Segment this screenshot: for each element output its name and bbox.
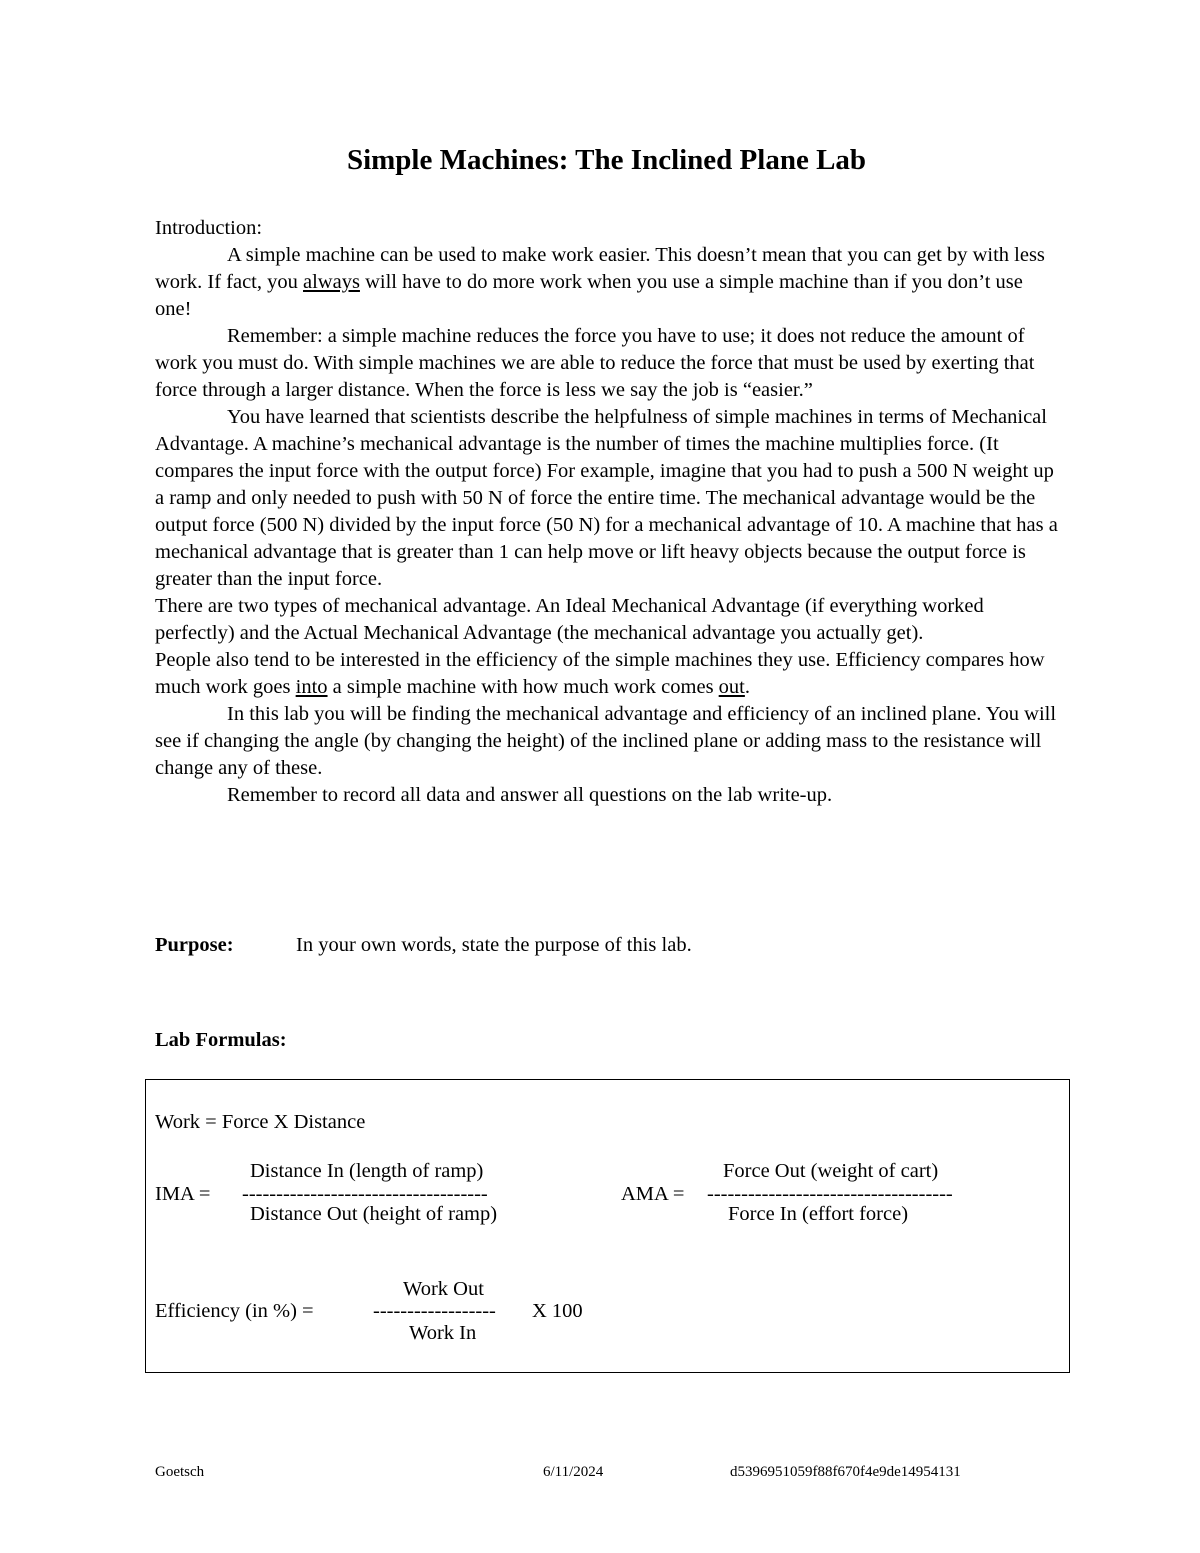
footer-date: 6/11/2024 xyxy=(543,1464,604,1480)
efficiency-numerator: Work Out xyxy=(403,1278,484,1300)
intro-p1-underlined-word: always xyxy=(303,271,360,293)
intro-p1-text-b: will have to do more work when you use a simple machine than if you don’t use one! xyxy=(155,271,1023,320)
intro-paragraph-5 xyxy=(155,647,1060,701)
ima-denominator: Distance Out (height of ramp) xyxy=(250,1203,498,1225)
introduction-section xyxy=(155,215,1060,809)
intro-paragraph-4: There are two types of mechanical advantage. An Ideal Mechanical Advantage (if everything worked perfectly) and the Actual Mechanical Advantage (the mechanical advantage you actually get). xyxy=(155,595,984,644)
purpose-text: In your own words, state the purpose of this lab. xyxy=(296,934,692,956)
intro-p5-text-a: People also tend to be interested in the efficiency of the simple machines they use. Efficiency compares how much work goes xyxy=(155,649,1045,698)
intro-paragraph-7: Remember to record all data and answer all questions on the lab write-up. xyxy=(227,784,833,806)
formula-box xyxy=(145,1079,1070,1373)
intro-paragraph-1 xyxy=(155,242,1060,323)
footer-hash: d5396951059f88f670f4e9de14954131 xyxy=(730,1464,961,1480)
ima-fraction-bar: ------------------------------------ xyxy=(242,1183,488,1205)
intro-p5-text-c: . xyxy=(744,676,750,698)
efficiency-label: Efficiency (in %) = xyxy=(155,1300,314,1322)
ama-fraction-bar: ------------------------------------ xyxy=(707,1183,953,1205)
ama-denominator: Force In (effort force) xyxy=(728,1203,909,1225)
ima-numerator: Distance In (length of ramp) xyxy=(250,1160,484,1182)
ama-numerator: Force Out (weight of cart) xyxy=(723,1160,939,1182)
intro-p5-text-b: a simple machine with how much work comes xyxy=(327,676,719,698)
purpose-section xyxy=(155,932,692,959)
intro-paragraph-2: Remember: a simple machine reduces the force you have to use; it does not reduce the amount of work you must do. With simple machines we are able to reduce the force that must be used by exerting that force through a larger distance. When the force is less we say the job is “easier.” xyxy=(155,325,1035,401)
work-formula: Work = Force X Distance xyxy=(155,1111,366,1133)
ima-label: IMA = xyxy=(155,1183,211,1205)
footer-author: Goetsch xyxy=(155,1464,205,1480)
introduction-heading: Introduction: xyxy=(155,217,263,239)
efficiency-denominator: Work In xyxy=(409,1322,477,1344)
intro-paragraph-6: In this lab you will be finding the mechanical advantage and efficiency of an inclined plane. You will see if changing the angle (by changing the height) of the inclined plane or adding mass to the resistance will change any of these. xyxy=(155,703,1057,779)
efficiency-multiplier: X 100 xyxy=(532,1300,583,1322)
intro-p5-underlined-out: out xyxy=(718,676,745,698)
document-title: Simple Machines: The Inclined Plane Lab xyxy=(346,144,867,176)
ama-label: AMA = xyxy=(621,1183,685,1205)
lab-formulas-heading: Lab Formulas: xyxy=(155,1029,287,1051)
intro-paragraph-3: You have learned that scientists describe the helpfulness of simple machines in terms of Mechanical Advantage. A machine’s mechanical advantage is the number of times the machine multiplies force. (It compares the input force with the output force) For example, imagine that you had to push a 500 N weight up a ramp and only needed to push with 50 N of force the entire time. The mechanical advantage would be the output force (500 N) divided by the input force (50 N) for a mechanical advantage of 10. A machine that has a mechanical advantage that is greater than 1 can help move or lift heavy objects because the output force is greater than the input force. xyxy=(155,406,1058,590)
intro-p1-text-a: A simple machine can be used to make work easier. This doesn’t mean that you can get by with less work. If fact, you xyxy=(155,244,1045,293)
intro-p5-underlined-into: into xyxy=(295,676,328,698)
efficiency-fraction-bar: ------------------ xyxy=(373,1300,496,1322)
purpose-label: Purpose: xyxy=(155,934,234,956)
